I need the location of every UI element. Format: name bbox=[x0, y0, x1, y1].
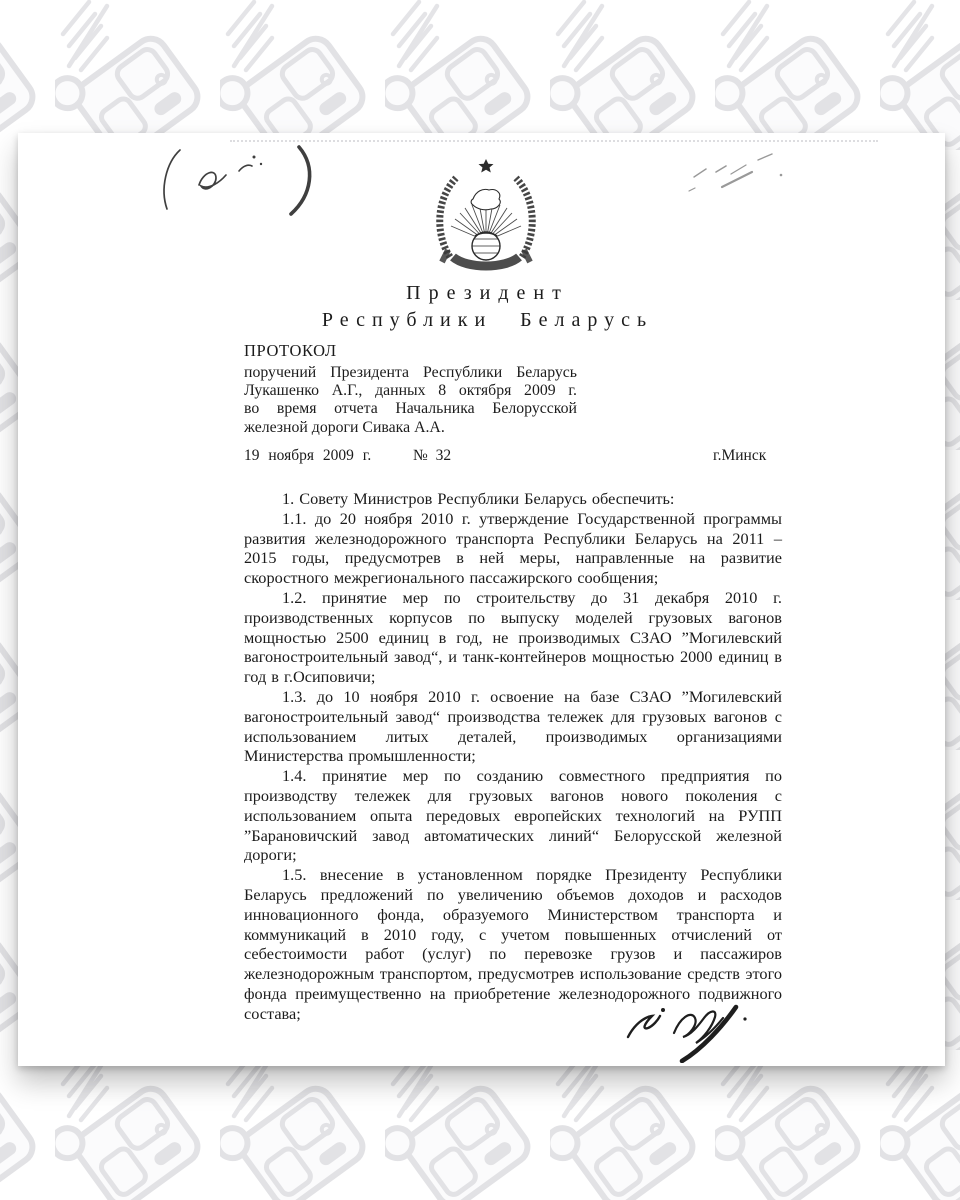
handwritten-note-icon bbox=[686, 145, 811, 197]
subject-line: поручений Президента Республики Беларусь bbox=[244, 364, 577, 381]
document-number: № 32 bbox=[413, 447, 452, 464]
document-subject bbox=[244, 364, 577, 437]
letterhead-title-line1: Президент bbox=[406, 282, 569, 304]
belarus-coat-of-arms-icon bbox=[429, 157, 543, 275]
body-paragraph: 1. Совету Министров Республики Беларусь обеспечить: bbox=[282, 489, 675, 508]
document-body bbox=[244, 489, 782, 1024]
signature-icon bbox=[616, 1001, 756, 1063]
body-paragraph: 1.1. до 20 ноября 2010 г. утверждение Государственной программы развития железнодорожного транспорта Республики Беларусь на 2011 – 2015 годы, предусмотрев в ней меры, направленные на развитие скоростного межрегионального пассажирского сообщения; bbox=[244, 508, 782, 588]
subject-line: железной дороги Сивака А.А. bbox=[244, 418, 445, 436]
subject-line: Лукашенко А.Г., данных 8 октября 2009 г. bbox=[244, 382, 577, 400]
body-paragraph: 1.5. внесение в установленном порядке Президенту Республики Беларусь предложений по увеличению объемов доходов и расходов инновационного фонда, образуемого Министерством транспорта и коммуникаций в 2010 году, с учетом повышенных отчислений от себестоимости работ (услуг) по перевозке грузов и пассажиров железнодорожным транспортом, предусмотрев использование средств этого фонда преимущественно на приобретение железнодорожного подвижного состава; bbox=[244, 865, 782, 1023]
scan-edge-artifact bbox=[230, 140, 878, 142]
handwritten-note-icon bbox=[153, 143, 323, 221]
document-date: 19 ноября 2009 г. bbox=[244, 447, 372, 464]
body-paragraph: 1.2. принятие мер по строительству до 31 декабря 2010 г. производственных корпусов по выпуску моделей грузовых вагонов мощностью 2500 единиц в год, не производимых СЗАО ”Могилевский вагоностроительный завод“, и танк-контейнеров мощностью 2000 единиц в год в г.Осиповичи; bbox=[244, 587, 782, 687]
body-paragraph: 1.4. принятие мер по созданию совместного предприятия по производству тележек для грузовых вагонов нового поколения с использованием опыта передовых европейских технологий на РУПП ”Барановичский завод автоматических линий“ Белорусской железной дороги; bbox=[244, 766, 782, 865]
document-page bbox=[18, 133, 945, 1066]
document-city: г.Минск bbox=[713, 447, 767, 464]
date-number-place-row bbox=[244, 447, 782, 467]
body-paragraph: 1.3. до 10 ноября 2010 г. освоение на базе СЗАО ”Могилевский вагоностроительный завод“ производства тележек для грузовых вагонов с использованием литых деталей, производимых организациями Министерства промышленности; bbox=[244, 686, 782, 766]
letterhead-title-line2: Республики Беларусь bbox=[321, 309, 654, 331]
document-type-label: ПРОТОКОЛ bbox=[244, 341, 337, 360]
subject-line: во время отчета Начальника Белорусской bbox=[244, 400, 577, 418]
